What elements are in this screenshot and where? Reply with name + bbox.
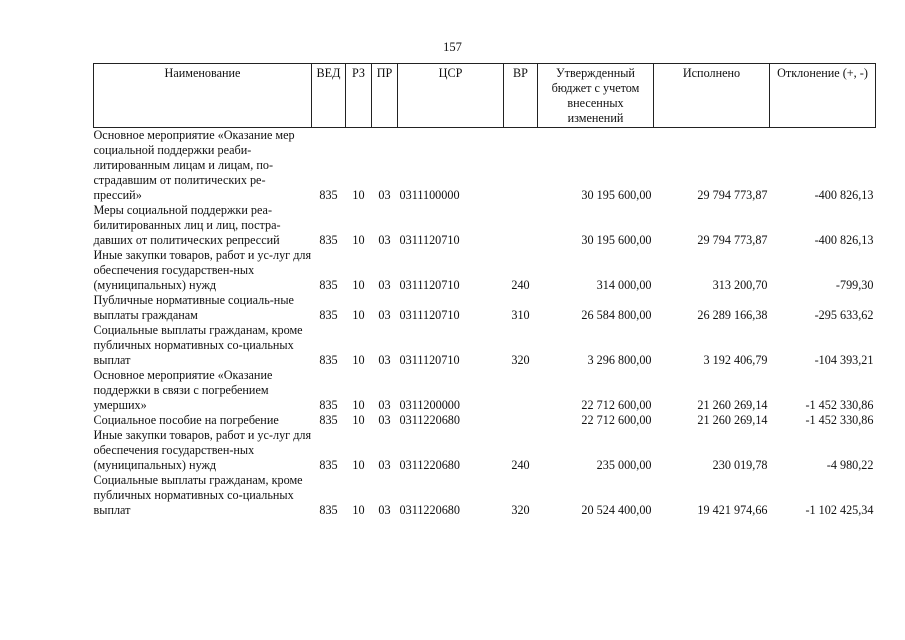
cell-ved: 835 (319, 233, 338, 247)
cell-rz: 10 (352, 398, 365, 412)
cell-budget: 3 296 800,00 (587, 353, 652, 367)
cell-deviation: -104 393,21 (814, 353, 874, 367)
cell-csr: 0311220680 (399, 503, 460, 517)
cell-pr: 03 (378, 458, 391, 472)
cell-executed: 19 421 974,66 (697, 503, 768, 517)
cell-pr: 03 (378, 413, 391, 427)
cell-ved: 835 (319, 398, 338, 412)
cell-deviation: -1 102 425,34 (805, 503, 874, 517)
table-row (94, 413, 876, 428)
budget-table (93, 63, 876, 518)
cell-csr: 0311100000 (399, 188, 460, 202)
cell-rz: 10 (352, 413, 365, 427)
header-row (94, 64, 876, 128)
cell-pr: 03 (378, 233, 391, 247)
cell-vr: 310 (511, 308, 530, 322)
page-number: 157 (443, 40, 462, 54)
cell-deviation: -1 452 330,86 (805, 413, 874, 427)
cell-ved: 835 (319, 353, 338, 367)
cell-ved: 835 (319, 278, 338, 292)
cell-csr: 0311120710 (399, 308, 460, 322)
cell-pr: 03 (378, 188, 391, 202)
table-row (94, 473, 876, 518)
cell-ved: 835 (319, 458, 338, 472)
cell-csr: 0311120710 (399, 278, 460, 292)
cell-csr: 0311220680 (399, 458, 460, 472)
cell-pr: 03 (378, 398, 391, 412)
cell-vr (504, 203, 538, 248)
cell-csr: 0311200000 (399, 398, 460, 412)
table-row (94, 368, 876, 413)
cell-vr: 320 (511, 353, 530, 367)
cell-budget: 235 000,00 (596, 458, 652, 472)
header-ved: ВЕД (312, 64, 346, 128)
cell-deviation: -4 980,22 (826, 458, 874, 472)
cell-deviation: -799,30 (835, 278, 874, 292)
cell-executed: 29 794 773,87 (697, 233, 768, 247)
cell-pr: 03 (378, 278, 391, 292)
cell-executed: 26 289 166,38 (697, 308, 768, 322)
cell-pr: 03 (378, 353, 391, 367)
table-row (94, 128, 876, 204)
cell-name: Социальное пособие на погребение (93, 413, 279, 427)
cell-rz: 10 (352, 278, 365, 292)
cell-deviation: -400 826,13 (814, 233, 874, 247)
cell-executed: 21 260 269,14 (697, 413, 768, 427)
cell-csr: 0311120710 (399, 233, 460, 247)
header-pr: ПР (372, 64, 398, 128)
cell-rz: 10 (352, 503, 365, 517)
cell-rz: 10 (352, 458, 365, 472)
cell-executed: 29 794 773,87 (697, 188, 768, 202)
cell-name: Иные закупки товаров, работ и ус-луг для обеспечения государствен-ных (муниципальных) нужд (93, 428, 312, 472)
cell-rz: 10 (352, 188, 365, 202)
cell-csr: 0311220680 (399, 413, 460, 427)
cell-vr: 240 (511, 458, 530, 472)
header-name: Наименование (94, 64, 312, 128)
table-body (94, 128, 876, 519)
header-rz: РЗ (346, 64, 372, 128)
cell-name: Основное мероприятие «Оказание мер социальной поддержки реаби-литированным лицам и лицам, по-страдавшим от политических ре-прессий» (93, 128, 295, 202)
cell-name: Социальные выплаты гражданам, кроме публичных нормативных со-циальных выплат (93, 473, 303, 517)
cell-vr (504, 368, 538, 413)
cell-executed: 3 192 406,79 (703, 353, 768, 367)
cell-budget: 30 195 600,00 (581, 188, 652, 202)
cell-name: Публичные нормативные социаль-ные выплаты гражданам (93, 293, 294, 322)
cell-executed: 230 019,78 (712, 458, 768, 472)
table-row (94, 293, 876, 323)
cell-name: Меры социальной поддержки реа-билитированных лиц и лиц, постра-давших от политических репрессий (93, 203, 281, 247)
table-row (94, 428, 876, 473)
cell-csr: 0311120710 (399, 353, 460, 367)
cell-name: Основное мероприятие «Оказание поддержки в связи с погребением умерших» (93, 368, 273, 412)
cell-rz: 10 (352, 308, 365, 322)
cell-vr: 240 (511, 278, 530, 292)
cell-executed: 313 200,70 (712, 278, 768, 292)
cell-vr (504, 413, 538, 428)
cell-vr (504, 128, 538, 204)
cell-executed: 21 260 269,14 (697, 398, 768, 412)
cell-budget: 22 712 600,00 (581, 413, 652, 427)
table-row (94, 248, 876, 293)
cell-ved: 835 (319, 308, 338, 322)
header-budget: Утвержденный бюджет с учетом внесенных изменений (538, 64, 654, 128)
cell-budget: 26 584 800,00 (581, 308, 652, 322)
cell-pr: 03 (378, 503, 391, 517)
table-row (94, 323, 876, 368)
table-row (94, 203, 876, 248)
header-executed: Исполнено (654, 64, 770, 128)
cell-ved: 835 (319, 503, 338, 517)
cell-ved: 835 (319, 188, 338, 202)
cell-vr: 320 (511, 503, 530, 517)
cell-name: Иные закупки товаров, работ и ус-луг для обеспечения государствен-ных (муниципальных) нужд (93, 248, 312, 292)
cell-budget: 20 524 400,00 (581, 503, 652, 517)
cell-name: Социальные выплаты гражданам, кроме публичных нормативных со-циальных выплат (93, 323, 303, 367)
cell-budget: 314 000,00 (596, 278, 652, 292)
cell-deviation: -1 452 330,86 (805, 398, 874, 412)
cell-rz: 10 (352, 233, 365, 247)
header-deviation: Отклонение (+, -) (770, 64, 876, 128)
cell-rz: 10 (352, 353, 365, 367)
header-csr: ЦСР (398, 64, 504, 128)
table-header (94, 64, 876, 128)
cell-deviation: -400 826,13 (814, 188, 874, 202)
cell-deviation: -295 633,62 (814, 308, 874, 322)
cell-pr: 03 (378, 308, 391, 322)
header-vr: ВР (504, 64, 538, 128)
cell-budget: 30 195 600,00 (581, 233, 652, 247)
cell-ved: 835 (319, 413, 338, 427)
cell-budget: 22 712 600,00 (581, 398, 652, 412)
